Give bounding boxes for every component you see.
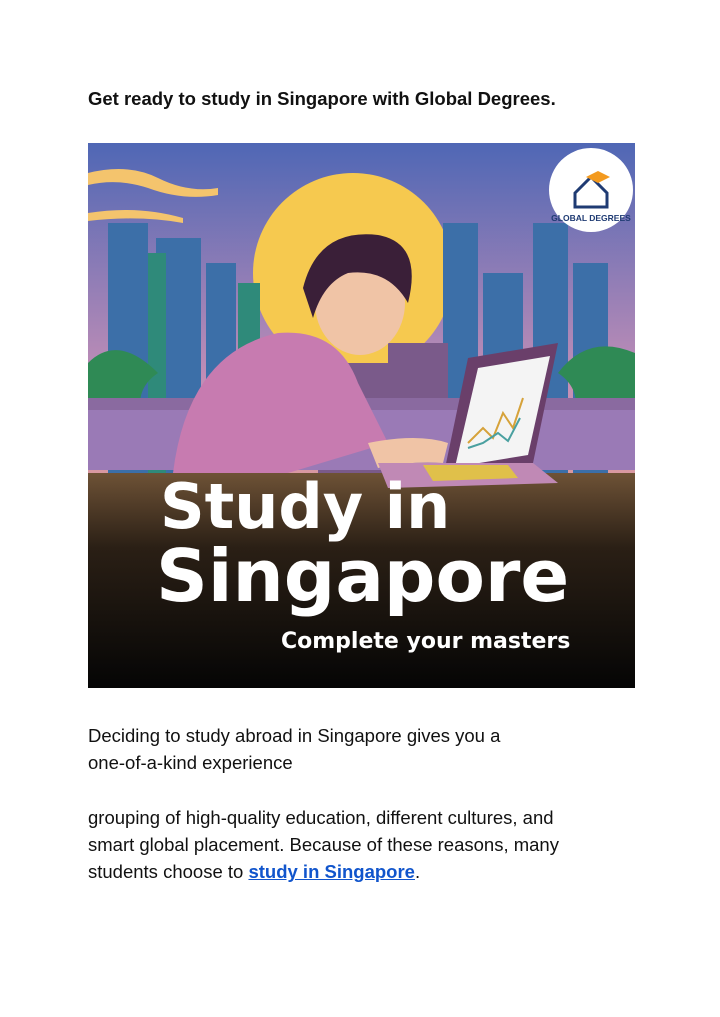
banner-title-line1: Study in xyxy=(160,470,451,543)
banner-title-line2: Singapore xyxy=(156,534,570,618)
study-in-singapore-banner xyxy=(88,143,635,688)
banner-subtitle: Complete your masters xyxy=(281,629,571,654)
paragraph-text: students choose to xyxy=(88,861,249,882)
document-heading: Get ready to study in Singapore with Global Degrees. xyxy=(88,88,556,109)
paragraph-line xyxy=(88,858,648,885)
paragraph-line: Deciding to study abroad in Singapore gives you a xyxy=(88,725,501,746)
paragraph-period: . xyxy=(414,861,421,882)
logo-text: GLOBAL DEGREES xyxy=(551,213,631,223)
banner-illustration xyxy=(88,143,635,688)
study-in-singapore-link[interactable]: study in Singapore xyxy=(248,861,415,882)
paragraph-line: one-of-a-kind experience xyxy=(88,752,293,773)
paragraph-line: grouping of high-quality education, different cultures, and xyxy=(88,807,554,828)
paragraph-line: smart global placement. Because of these reasons, many xyxy=(88,834,559,855)
reasons-paragraph xyxy=(88,804,648,885)
intro-paragraph xyxy=(88,722,648,776)
